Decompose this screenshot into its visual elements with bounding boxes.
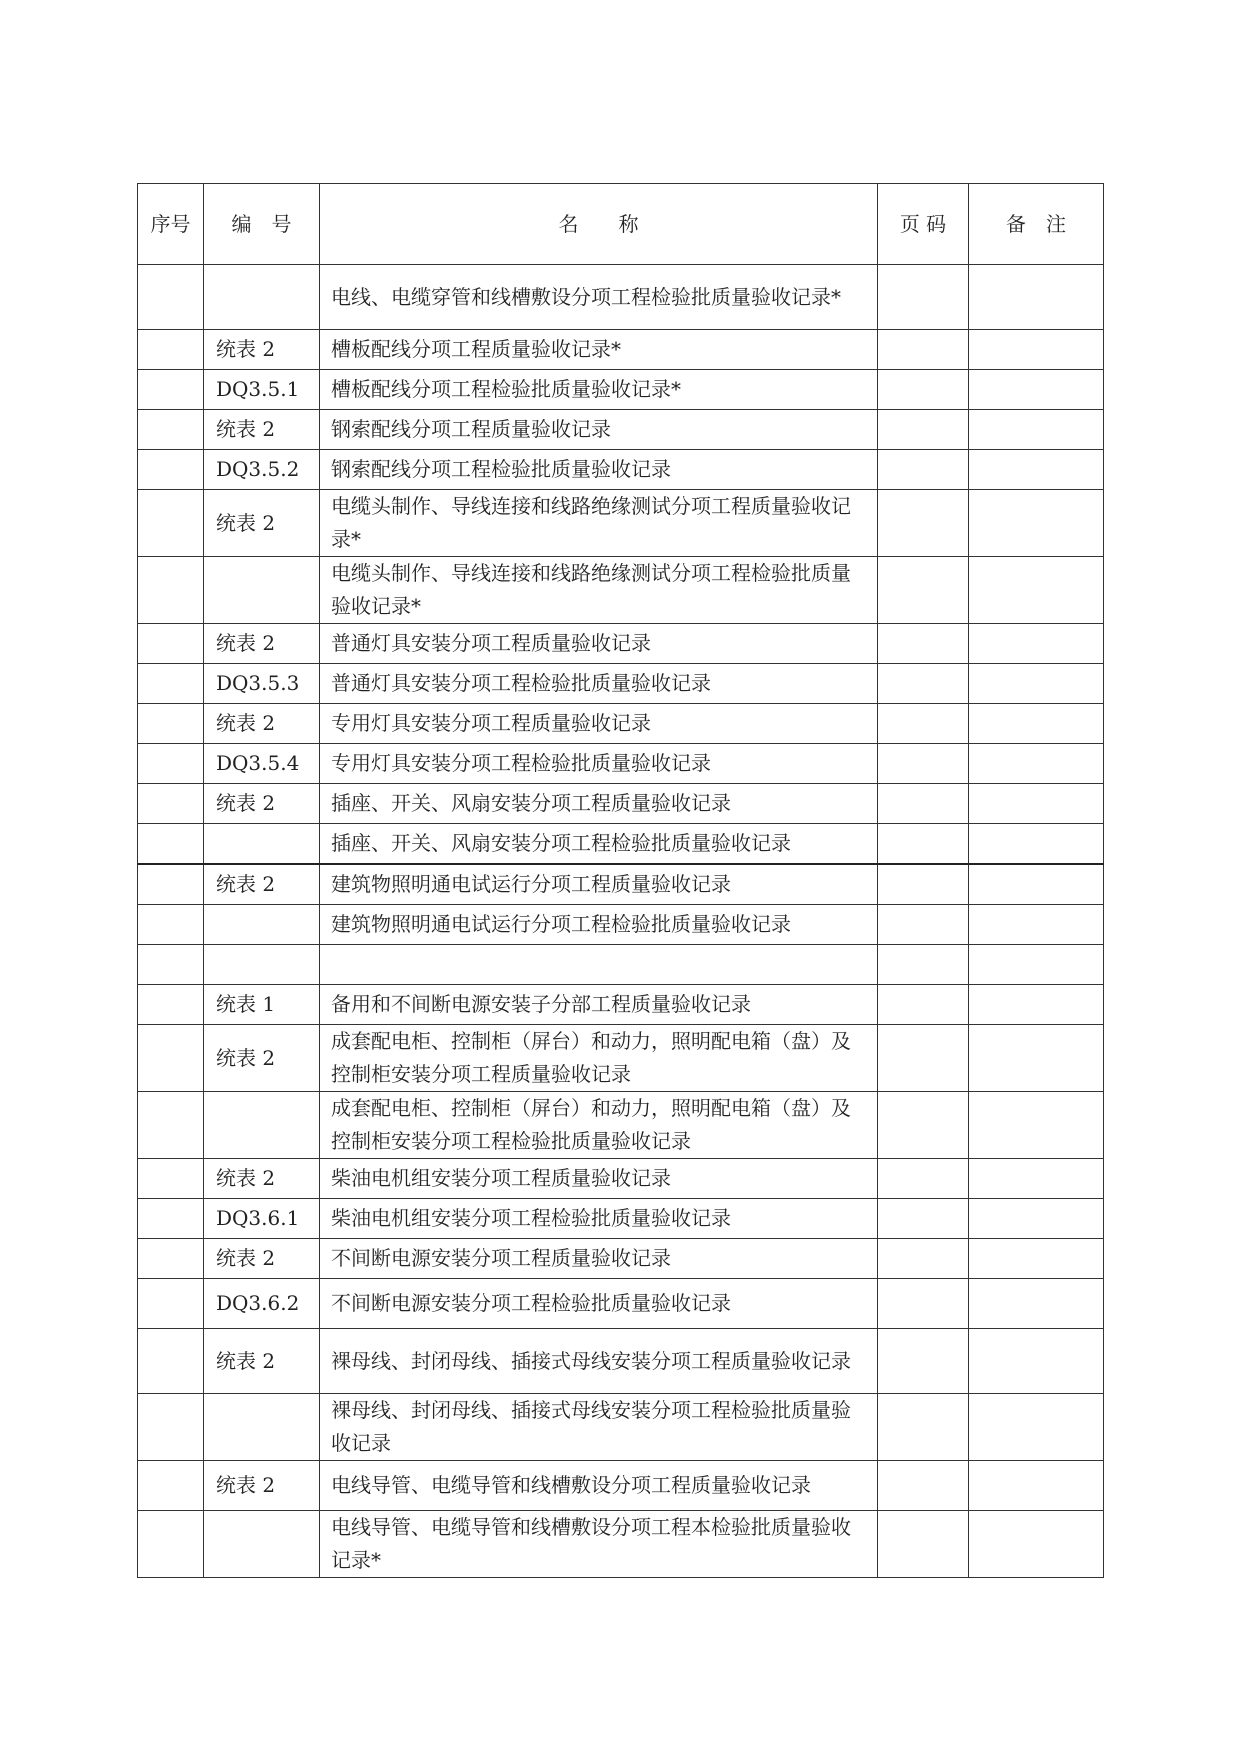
table-row [138, 704, 1104, 744]
cell-code: 统表 1 [204, 985, 320, 1025]
cell-page [878, 265, 969, 330]
cell-page [878, 824, 969, 865]
cell-note [969, 1461, 1104, 1511]
table-row [138, 624, 1104, 664]
cell-page [878, 1329, 969, 1394]
cell-code: 统表 2 [204, 624, 320, 664]
cell-code: DQ3.5.1 [204, 370, 320, 410]
cell-page [878, 1394, 969, 1461]
cell-code: 统表 2 [204, 1025, 320, 1092]
cell-seq [138, 744, 204, 784]
table-row [138, 1025, 1104, 1092]
header-seq: 序号 [138, 184, 204, 265]
cell-code [204, 557, 320, 624]
cell-code [204, 905, 320, 945]
cell-seq [138, 624, 204, 664]
table-row [138, 370, 1104, 410]
cell-seq [138, 557, 204, 624]
cell-code: 统表 2 [204, 1239, 320, 1279]
table-row [138, 1329, 1104, 1394]
table-row [138, 1394, 1104, 1461]
cell-name: 电线导管、电缆导管和线槽敷设分项工程质量验收记录 [320, 1461, 878, 1511]
cell-name: 裸母线、封闭母线、插接式母线安装分项工程检验批质量验收记录 [320, 1394, 878, 1461]
cell-code: DQ3.5.3 [204, 664, 320, 704]
cell-name: 普通灯具安装分项工程质量验收记录 [320, 624, 878, 664]
cell-name: 钢索配线分项工程质量验收记录 [320, 410, 878, 450]
table-row [138, 450, 1104, 490]
table-row [138, 1511, 1104, 1578]
cell-seq [138, 1461, 204, 1511]
cell-name: 裸母线、封闭母线、插接式母线安装分项工程质量验收记录 [320, 1329, 878, 1394]
cell-seq [138, 664, 204, 704]
table-row [138, 1239, 1104, 1279]
cell-note [969, 1025, 1104, 1092]
table-header-row [138, 184, 1104, 265]
cell-note [969, 824, 1104, 865]
cell-name: 槽板配线分项工程质量验收记录* [320, 330, 878, 370]
cell-seq [138, 370, 204, 410]
cell-seq [138, 1025, 204, 1092]
table-row [138, 824, 1104, 865]
cell-note [969, 945, 1104, 985]
cell-seq [138, 784, 204, 824]
cell-seq [138, 450, 204, 490]
cell-code: 统表 2 [204, 784, 320, 824]
cell-seq [138, 1279, 204, 1329]
cell-page [878, 1159, 969, 1199]
cell-name: 普通灯具安装分项工程检验批质量验收记录 [320, 664, 878, 704]
cell-page [878, 1025, 969, 1092]
cell-code: 统表 2 [204, 1329, 320, 1394]
cell-note [969, 410, 1104, 450]
cell-name: 电缆头制作、导线连接和线路绝缘测试分项工程检验批质量验收记录* [320, 557, 878, 624]
cell-page [878, 1461, 969, 1511]
cell-name: 电线、电缆穿管和线槽敷设分项工程检验批质量验收记录* [320, 265, 878, 330]
header-note: 备 注 [969, 184, 1104, 265]
cell-seq [138, 704, 204, 744]
cell-seq [138, 1329, 204, 1394]
cell-page [878, 330, 969, 370]
table-row [138, 664, 1104, 704]
cell-note [969, 624, 1104, 664]
cell-name: 电缆头制作、导线连接和线路绝缘测试分项工程质量验收记录* [320, 490, 878, 557]
cell-code [204, 265, 320, 330]
cell-seq [138, 490, 204, 557]
cell-code: DQ3.6.1 [204, 1199, 320, 1239]
cell-code: 统表 2 [204, 410, 320, 450]
cell-code: DQ3.6.2 [204, 1279, 320, 1329]
cell-name: 槽板配线分项工程检验批质量验收记录* [320, 370, 878, 410]
cell-seq [138, 1159, 204, 1199]
cell-note [969, 370, 1104, 410]
table-row [138, 1199, 1104, 1239]
cell-seq [138, 410, 204, 450]
cell-code: 统表 2 [204, 1159, 320, 1199]
cell-note [969, 1092, 1104, 1159]
cell-seq [138, 1239, 204, 1279]
cell-name: 成套配电柜、控制柜（屏台）和动力，照明配电箱（盘）及控制柜安装分项工程检验批质量验收记录 [320, 1092, 878, 1159]
table-row [138, 945, 1104, 985]
cell-code [204, 824, 320, 865]
cell-code: DQ3.5.4 [204, 744, 320, 784]
cell-name: 钢索配线分项工程检验批质量验收记录 [320, 450, 878, 490]
cell-page [878, 1239, 969, 1279]
cell-seq [138, 330, 204, 370]
cell-name: 成套配电柜、控制柜（屏台）和动力，照明配电箱（盘）及控制柜安装分项工程质量验收记录 [320, 1025, 878, 1092]
cell-code [204, 945, 320, 985]
cell-note [969, 985, 1104, 1025]
cell-note [969, 450, 1104, 490]
cell-page [878, 450, 969, 490]
cell-note [969, 1159, 1104, 1199]
cell-page [878, 557, 969, 624]
cell-seq [138, 265, 204, 330]
header-page: 页 码 [878, 184, 969, 265]
cell-seq [138, 1092, 204, 1159]
cell-note [969, 265, 1104, 330]
cell-code: 统表 2 [204, 704, 320, 744]
table-row [138, 784, 1104, 824]
cell-note [969, 1199, 1104, 1239]
cell-code: 统表 2 [204, 330, 320, 370]
cell-note [969, 1279, 1104, 1329]
table-row [138, 490, 1104, 557]
table-row [138, 1279, 1104, 1329]
cell-name: 插座、开关、风扇安装分项工程质量验收记录 [320, 784, 878, 824]
table-row [138, 330, 1104, 370]
table-row [138, 905, 1104, 945]
table-row [138, 1159, 1104, 1199]
cell-note [969, 1239, 1104, 1279]
cell-page [878, 704, 969, 744]
cell-note [969, 1511, 1104, 1578]
cell-note [969, 744, 1104, 784]
header-name: 名 称 [320, 184, 878, 265]
table-row [138, 985, 1104, 1025]
cell-page [878, 664, 969, 704]
table-row [138, 265, 1104, 330]
cell-note [969, 1394, 1104, 1461]
table-row [138, 744, 1104, 784]
cell-name: 柴油电机组安装分项工程检验批质量验收记录 [320, 1199, 878, 1239]
cell-page [878, 744, 969, 784]
cell-page [878, 1092, 969, 1159]
cell-name: 插座、开关、风扇安装分项工程检验批质量验收记录 [320, 824, 878, 865]
cell-name: 专用灯具安装分项工程检验批质量验收记录 [320, 744, 878, 784]
cell-page [878, 784, 969, 824]
table-row [138, 557, 1104, 624]
cell-note [969, 784, 1104, 824]
cell-note [969, 330, 1104, 370]
cell-name [320, 945, 878, 985]
cell-note [969, 864, 1104, 905]
cell-name: 不间断电源安装分项工程检验批质量验收记录 [320, 1279, 878, 1329]
cell-seq [138, 1199, 204, 1239]
cell-page [878, 905, 969, 945]
cell-note [969, 664, 1104, 704]
cell-page [878, 490, 969, 557]
cell-name: 建筑物照明通电试运行分项工程质量验收记录 [320, 864, 878, 905]
cell-name: 不间断电源安装分项工程质量验收记录 [320, 1239, 878, 1279]
cell-code [204, 1394, 320, 1461]
cell-page [878, 1279, 969, 1329]
cell-seq [138, 864, 204, 905]
cell-page [878, 624, 969, 664]
cell-note [969, 490, 1104, 557]
table-body [138, 265, 1104, 1578]
cell-code [204, 1511, 320, 1578]
table-row [138, 1092, 1104, 1159]
cell-note [969, 1329, 1104, 1394]
cell-note [969, 905, 1104, 945]
cell-seq [138, 945, 204, 985]
cell-page [878, 945, 969, 985]
table-row [138, 864, 1104, 905]
cell-code: 统表 2 [204, 490, 320, 557]
cell-page [878, 370, 969, 410]
cell-code [204, 1092, 320, 1159]
cell-name: 电线导管、电缆导管和线槽敷设分项工程本检验批质量验收记录* [320, 1511, 878, 1578]
cell-code: 统表 2 [204, 864, 320, 905]
cell-name: 备用和不间断电源安装子分部工程质量验收记录 [320, 985, 878, 1025]
cell-note [969, 557, 1104, 624]
cell-seq [138, 1511, 204, 1578]
cell-seq [138, 824, 204, 865]
cell-name: 建筑物照明通电试运行分项工程检验批质量验收记录 [320, 905, 878, 945]
cell-page [878, 985, 969, 1025]
cell-seq [138, 905, 204, 945]
table-row [138, 1461, 1104, 1511]
cell-page [878, 864, 969, 905]
header-code: 编 号 [204, 184, 320, 265]
cell-page [878, 1511, 969, 1578]
table-row [138, 410, 1104, 450]
cell-code: 统表 2 [204, 1461, 320, 1511]
cell-page [878, 410, 969, 450]
cell-seq [138, 985, 204, 1025]
record-index-table [137, 183, 1104, 1578]
cell-page [878, 1199, 969, 1239]
cell-name: 专用灯具安装分项工程质量验收记录 [320, 704, 878, 744]
cell-seq [138, 1394, 204, 1461]
cell-code: DQ3.5.2 [204, 450, 320, 490]
cell-note [969, 704, 1104, 744]
cell-name: 柴油电机组安装分项工程质量验收记录 [320, 1159, 878, 1199]
